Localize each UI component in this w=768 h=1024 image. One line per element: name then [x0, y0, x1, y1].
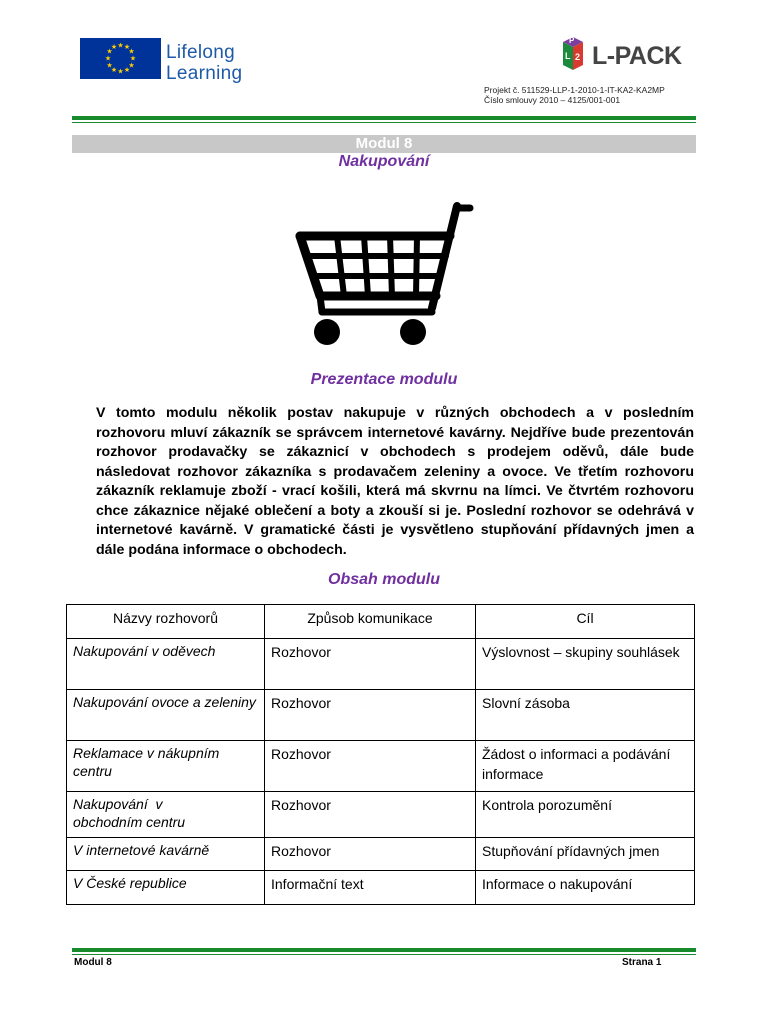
- header-communication: Způsob komunikace: [265, 605, 476, 639]
- dialogue-name-cell: Reklamace v nákupním centru: [67, 741, 265, 792]
- svg-text:★: ★: [117, 41, 124, 50]
- shopping-cart-icon: [292, 190, 477, 355]
- project-number: Projekt č. 511529-LLP-1-2010-1-IT-KA2-KA2MP: [484, 85, 665, 95]
- lpack-letter-l: L: [565, 51, 571, 61]
- presentation-body: V tomto modulu několik postav nakupuje v různých obchodech a v posledním rozhovoru mluví zákazník se správcem internetové kavárny. Nejdříve bude prezentován rozhovor prodavačky se zákaznicí v obchodech s prodejem oděvů, dále bude následovat rozhovor zákazníka s prodavačem zeleniny a ovoce. Ve třetím rozhovoru zákazník reklamuje zboží - vrací košili, která má skvrnu na límci. Ve čtvrtém rozhovoru chce zákaznice nějaké oblečení a boty a zkouší si je. Poslední rozhovor se odehrává v internetové kavárně. V gramatické části je vysvětleno stupňování přídavných jmen a dále podána informace o obchodech.: [96, 405, 694, 558]
- header-rule-thin: [72, 122, 696, 123]
- eu-logo-line1: Lifelong: [166, 42, 235, 63]
- dialogue-name-cell: [67, 792, 265, 838]
- footer-page-number: Strana 1: [622, 957, 662, 968]
- communication-cell: Rozhovor: [265, 792, 476, 838]
- contract-number: Číslo smlouvy 2010 – 4125/001-001: [484, 95, 621, 105]
- svg-text:★: ★: [128, 47, 135, 56]
- svg-text:★: ★: [128, 61, 135, 70]
- dialogue-name-cell: V internetové kavárně: [67, 838, 265, 871]
- lpack-logo-text: L-PACK: [592, 42, 682, 70]
- lpack-cube-logo: [553, 36, 593, 72]
- footer-rule-thin: [72, 954, 696, 955]
- lifelong-learning-logo-text: [166, 42, 242, 84]
- goal-cell: Informace o nakupování: [476, 871, 695, 905]
- contents-title: Obsah modulu: [328, 571, 440, 588]
- header-rule: [72, 116, 696, 120]
- footer-rule: [72, 948, 696, 952]
- svg-text:★: ★: [123, 66, 131, 74]
- table-row: [67, 838, 695, 871]
- module-title-bar: Modul 8: [72, 135, 696, 153]
- presentation-title: Prezentace modulu: [310, 371, 458, 388]
- communication-cell: Rozhovor: [265, 639, 476, 690]
- svg-text:★: ★: [117, 67, 124, 76]
- dialogue-name-text: Nakupování v obchodním centru: [73, 796, 186, 830]
- contents-table: [66, 604, 695, 905]
- table-row: [67, 639, 695, 690]
- dialogue-name-cell: Nakupování v oděvech: [67, 639, 265, 690]
- table-row: [67, 871, 695, 905]
- project-info: [484, 85, 665, 105]
- module-subtitle: Nakupování: [338, 153, 430, 170]
- eu-flag-logo: [80, 38, 161, 79]
- table-row: [67, 741, 695, 792]
- svg-text:★: ★: [106, 61, 113, 70]
- goal-cell: Slovní zásoba: [476, 690, 695, 741]
- svg-text:★: ★: [104, 54, 112, 63]
- goal-cell: Žádost o informaci a podávání informace: [476, 741, 695, 792]
- svg-text:★: ★: [106, 47, 113, 56]
- table-row: [67, 690, 695, 741]
- lpack-letter-p: P: [569, 36, 575, 45]
- table-row: [67, 792, 695, 838]
- svg-text:★: ★: [110, 43, 118, 51]
- goal-cell: Stupňování přídavných jmen: [476, 838, 695, 871]
- goal-cell: Výslovnost – skupiny souhlásek: [476, 639, 695, 690]
- dialogue-name-cell: Nakupování ovoce a zeleniny: [67, 690, 265, 741]
- header-dialogues: Názvy rozhovorů: [67, 605, 265, 639]
- communication-cell: Informační text: [265, 871, 476, 905]
- eu-stars-icon: [80, 38, 161, 79]
- svg-text:★: ★: [123, 43, 131, 51]
- lpack-letter-2: 2: [575, 52, 581, 62]
- footer-module: Modul 8: [74, 957, 112, 968]
- table-header-row: [67, 605, 695, 639]
- header-goal: Cíl: [476, 605, 695, 639]
- dialogue-name-cell: V České republice: [67, 871, 265, 905]
- communication-cell: Rozhovor: [265, 838, 476, 871]
- communication-cell: Rozhovor: [265, 690, 476, 741]
- eu-logo-line2: Learning: [166, 63, 243, 84]
- goal-cell: Kontrola porozumění: [476, 792, 695, 838]
- svg-text:★: ★: [110, 66, 118, 74]
- svg-text:★: ★: [129, 54, 137, 63]
- communication-cell: Rozhovor: [265, 741, 476, 792]
